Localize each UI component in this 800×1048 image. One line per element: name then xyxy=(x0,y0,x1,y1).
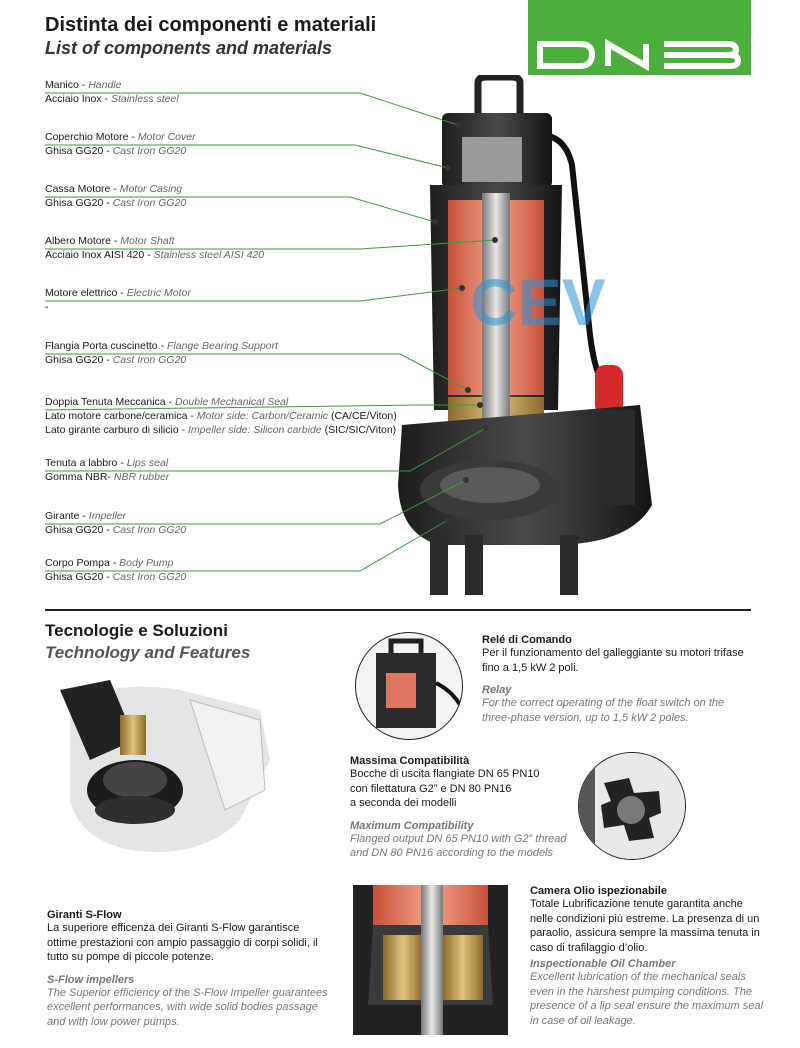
oil-chamber-illustration xyxy=(343,885,518,1035)
seal-line1-it: Lato motore carbone/ceramica xyxy=(45,410,188,422)
component-name-en: Motor Cover xyxy=(137,131,196,143)
component-name-it: Manico xyxy=(45,79,79,91)
feature-body-en: For the correct operating of the float switch on the three-phase version, up to 1,5 kW 2 poles. xyxy=(482,697,725,724)
feature-body-it: Per il funzionamento del galleggiante su motori trifase fino a 1,5 kW 2 poli. xyxy=(482,647,744,674)
feature-title-en: Relay xyxy=(482,684,512,696)
component-handle: Manico - Handle Acciaio Inox - Stainless steel xyxy=(45,79,179,105)
material-en: Cast Iron GG20 xyxy=(112,354,187,366)
component-name-it: Flangia Porta cuscinetto xyxy=(45,340,158,352)
feature-body-en: The Superior efficiency of the S-Flow Impeller guarantees excellent performances, with wide solid bodies passage and with low power pumps. xyxy=(47,986,328,1028)
material-it: Gomma NBR- xyxy=(45,471,111,483)
page-title: Distinta dei componenti e materiali xyxy=(45,14,377,36)
component-name-it: Doppia Tenuta Meccanica xyxy=(45,396,166,408)
component-name-en: Handle xyxy=(88,79,122,91)
material-it: - xyxy=(45,301,49,313)
feature-title-en: S-Flow impellers xyxy=(47,973,135,986)
component-name-en: Motor Shaft xyxy=(120,235,175,247)
feature-body-en-1: Flanged output DN 65 PN10 with G2” thread xyxy=(350,832,567,845)
feature-title-it: Massima Compatibilità xyxy=(350,755,470,767)
feature-body-it: Totale Lubrificazione tenute garantita anche nelle condizioni più estreme. La presenza di un paraolio, assicura sempre la massima tenuta in caso di trafilaggio d’olio. xyxy=(530,898,760,954)
component-mechanical-seal: Doppia Tenuta Meccanica - Double Mechanical Seal Lato motore carbone/ceramica - Motor side: Carbon/Ceramic (CA/CE/Viton) Lato girante carburo di silicio - Impeller side: Silicon carbide (SIC/SIC/Viton) xyxy=(45,396,397,436)
feature-title-en: Inspectionable Oil Chamber xyxy=(530,958,676,970)
component-name-en: Motor Casing xyxy=(119,183,183,195)
component-body-pump: Corpo Pompa - Body Pump Ghisa GG20 - Cast Iron GG20 xyxy=(45,557,187,583)
component-flange-bearing: Flangia Porta cuscinetto - Flange Bearing Support Ghisa GG20 - Cast Iron GG20 xyxy=(45,340,278,366)
component-motor-casing: Cassa Motore - Motor Casing Ghisa GG20 - Cast Iron GG20 xyxy=(45,183,187,209)
section-title: Tecnologie e Soluzioni xyxy=(45,621,228,640)
page-subtitle: List of components and materials xyxy=(45,38,333,58)
feature-title-it: Relé di Comando xyxy=(482,634,572,646)
component-name-it: Albero Motore xyxy=(45,235,111,247)
feature-body-it-2: con filettatura G2” e DN 80 PN16 xyxy=(350,782,512,795)
material-it: Acciaio Inox AISI 420 xyxy=(45,249,145,261)
material-it: Ghisa GG20 xyxy=(45,571,104,583)
seal-line2-extra: (SIC/SIC/Viton) xyxy=(324,424,397,436)
material-en: Cast Iron GG20 xyxy=(112,571,187,583)
section-subtitle: Technology and Features xyxy=(45,643,251,662)
component-name-en: Lips seal xyxy=(126,457,169,469)
component-name-en: Body Pump xyxy=(119,557,174,569)
feature-title-it: Camera Olio ispezionabile xyxy=(530,885,667,897)
component-name-it: Cassa Motore xyxy=(45,183,111,195)
feature-body-en-2: and DN 80 PN16 according to the models xyxy=(350,847,554,859)
material-en: Cast Iron GG20 xyxy=(112,145,187,157)
component-motor-cover: Coperchio Motore - Motor Cover Ghisa GG20 - Cast Iron GG20 xyxy=(45,131,196,157)
component-lip-seal: Tenuta a labbro - Lips seal Gomma NBR- NBR rubber xyxy=(45,457,170,483)
material-it: Ghisa GG20 xyxy=(45,197,104,209)
sflow-impeller-illustration xyxy=(40,680,280,870)
component-name-en: Flange Bearing Support xyxy=(167,340,278,352)
feature-body-en: Excellent lubrication of the mechanical seals even in the harshest pumping conditions. The presence of a lip seal ensure the maximum seal in case of oil leakage. xyxy=(530,971,763,1027)
feature-body-it-3: a seconda dei modelli xyxy=(350,797,457,809)
material-en: Stainless steel AISI 420 xyxy=(153,249,265,261)
feature-body-it: La superiore efficenza dei Giranti S-Flow garantisce ottime prestazioni con ampio passaggio di corpi solidi, il tutto su pompe di piccole potenze. xyxy=(47,922,318,963)
material-it: Acciaio Inox xyxy=(45,93,102,105)
component-impeller: Girante - Impeller Ghisa GG20 - Cast Iron GG20 xyxy=(45,510,187,536)
component-name-it: Motore elettrico xyxy=(45,287,118,299)
feature-compat xyxy=(350,755,580,861)
component-name-en: Impeller xyxy=(88,510,127,522)
material-it: Ghisa GG20 xyxy=(45,145,104,157)
material-it: Ghisa GG20 xyxy=(45,524,104,536)
feature-sflow xyxy=(47,909,332,1029)
material-en: Stainless steel xyxy=(110,93,179,105)
component-name-it: Corpo Pompa xyxy=(45,557,110,569)
material-it: Ghisa GG20 xyxy=(45,354,104,366)
material-en: Cast Iron GG20 xyxy=(112,197,187,209)
flange-photo xyxy=(578,752,686,860)
feature-relay xyxy=(482,634,752,725)
seal-line2-en: Impeller side: Silicon carbide xyxy=(188,424,322,436)
feature-title-it: Giranti S-Flow xyxy=(47,909,122,921)
component-name-it: Coperchio Motore xyxy=(45,131,129,143)
watermark-cev: CEV xyxy=(470,265,606,339)
feature-title-en: Maximum Compatibility xyxy=(350,819,474,832)
component-motor-shaft: Albero Motore - Motor Shaft Acciaio Inox AISI 420 - Stainless steel AISI 420 xyxy=(45,235,265,261)
material-en: NBR rubber xyxy=(113,471,170,483)
component-name-en: Double Mechanical Seal xyxy=(174,396,289,408)
seal-line2-it: Lato girante carburo di silicio xyxy=(45,424,179,436)
feature-body-it-1: Bocche di uscita flangiate DN 65 PN10 xyxy=(350,768,540,780)
material-en: Cast Iron GG20 xyxy=(112,524,187,536)
component-name-it: Tenuta a labbro xyxy=(45,457,118,469)
seal-line1-en: Motor side: Carbon/Ceramic xyxy=(196,410,329,422)
feature-oil-chamber xyxy=(530,885,765,1028)
seal-line1-extra: (CA/CE/Viton) xyxy=(330,410,397,422)
section-divider xyxy=(45,609,751,611)
component-electric-motor: Motore elettrico - Electric Motor - xyxy=(45,287,191,313)
component-name-en: Electric Motor xyxy=(126,287,191,299)
relay-photo xyxy=(355,632,463,740)
component-name-it: Girante xyxy=(45,510,80,522)
